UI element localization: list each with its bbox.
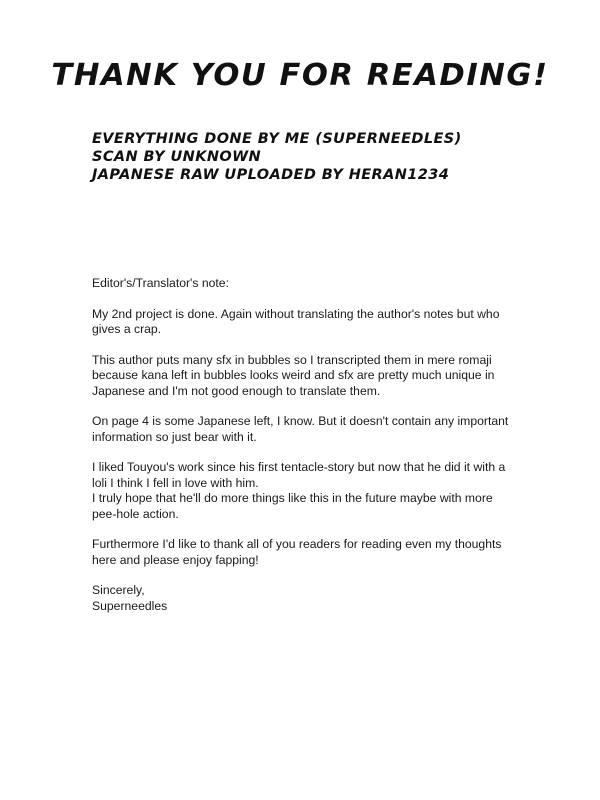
credit-line-1: EVERYTHING DONE BY ME (SUPERNEEDLES) [92, 131, 462, 147]
translator-notes [92, 276, 512, 614]
notes-paragraph-6: Furthermore I'd like to thank all of you readers for reading even my thoughts here and please enjoy fapping! [92, 537, 502, 567]
page-title: THANK YOU FOR READING! [51, 58, 549, 93]
credit-line-3: JAPANESE RAW UPLOADED BY HERAN1234 [92, 167, 450, 183]
credit-line-2: SCAN BY UNKNOWN [92, 149, 262, 165]
credits-block [92, 130, 462, 184]
notes-heading: Editor's/Translator's note: [92, 276, 229, 290]
notes-signature: Superneedles [92, 598, 168, 613]
notes-paragraph-4: I liked Touyou's work since his first tentacle-story but now that he did it with a loli I think I fell in love with him. [92, 460, 506, 490]
notes-closing: Sincerely, [92, 583, 145, 597]
notes-paragraph-3: On page 4 is some Japanese left, I know. But it doesn't contain any important information so just bear with it. [92, 414, 509, 444]
notes-paragraph-1: My 2nd project is done. Again without translating the author's notes but who gives a crap. [92, 306, 500, 336]
notes-paragraph-2: This author puts many sfx in bubbles so I transcripted them in mere romaji because kana left in bubbles looks weird and sfx are pretty much unique in Japanese and I'm not good enough to translate them. [92, 352, 495, 398]
notes-paragraph-5: I truly hope that he'll do more things like this in the future maybe with more pee-hole action. [92, 491, 493, 521]
